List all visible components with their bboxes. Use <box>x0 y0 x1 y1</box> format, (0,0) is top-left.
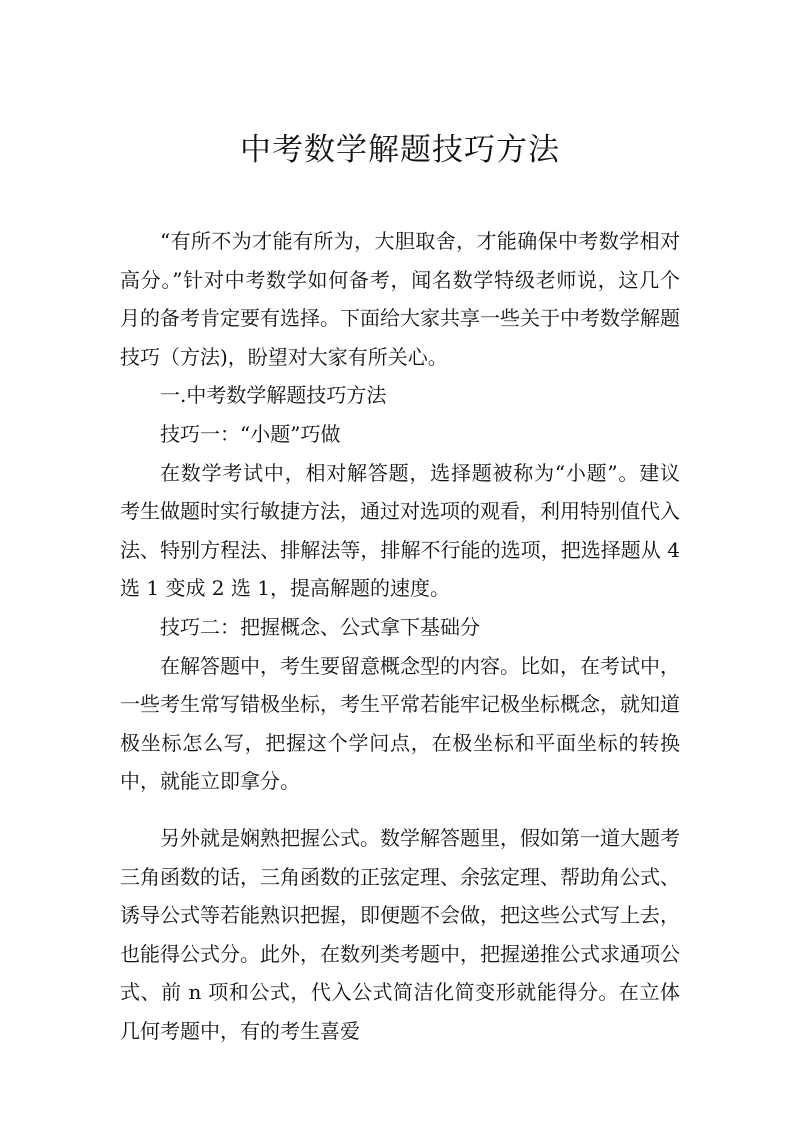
section-heading: 一.中考数学解题技巧方法 <box>160 383 387 408</box>
document-page <box>120 120 680 1050</box>
tip-two-paragraph: 在解答题中，考生要留意概念型的内容。比如，在考试中，一些考生常写错极坐标，考生平常若能牢记极坐标概念，就知道极坐标怎么写，把握这个学问点，在极坐标和平面坐标的转换中，就能立即拿分。 <box>120 653 680 794</box>
document-title: 中考数学解题技巧方法 <box>240 132 560 168</box>
tip-one-heading: 技巧一：“小题”巧做 <box>160 421 341 446</box>
tip-two-heading: 技巧二：把握概念、公式拿下基础分 <box>160 614 480 639</box>
intro-paragraph: “有所不为才能有所为，大胆取舍，才能确保中考数学相对高分。”针对中考数学如何备考，闻名数学特级老师说，这几个月的备考肯定要有选择。下面给大家共享一些关于中考数学解题技巧（方法)，盼望对大家有所关心。 <box>120 229 680 369</box>
formula-paragraph: 另外就是娴熟把握公式。数学解答题里，假如第一道大题考三角函数的话，三角函数的正弦定理、余弦定理、帮助角公式、诱导公式等若能熟识把握，即便题不会做，把这些公式写上去，也能得公式分。此外，在数列类考题中，把握递推公式求通项公式、前 n 项和公式，代入公式简洁化简变形就能得分。在立体几何考题中，有的考生喜爱 <box>120 825 680 1043</box>
document-body <box>120 222 680 1050</box>
tip-one-paragraph: 在数学考试中，相对解答题，选择题被称为“小题”。建议考生做题时实行敏捷方法，通过对选项的观看，利用特别值代入法、特别方程法、排解法等，排解不行能的选项，把选择题从 4 选 1 变成 2 选 1，提高解题的速度。 <box>120 460 680 601</box>
